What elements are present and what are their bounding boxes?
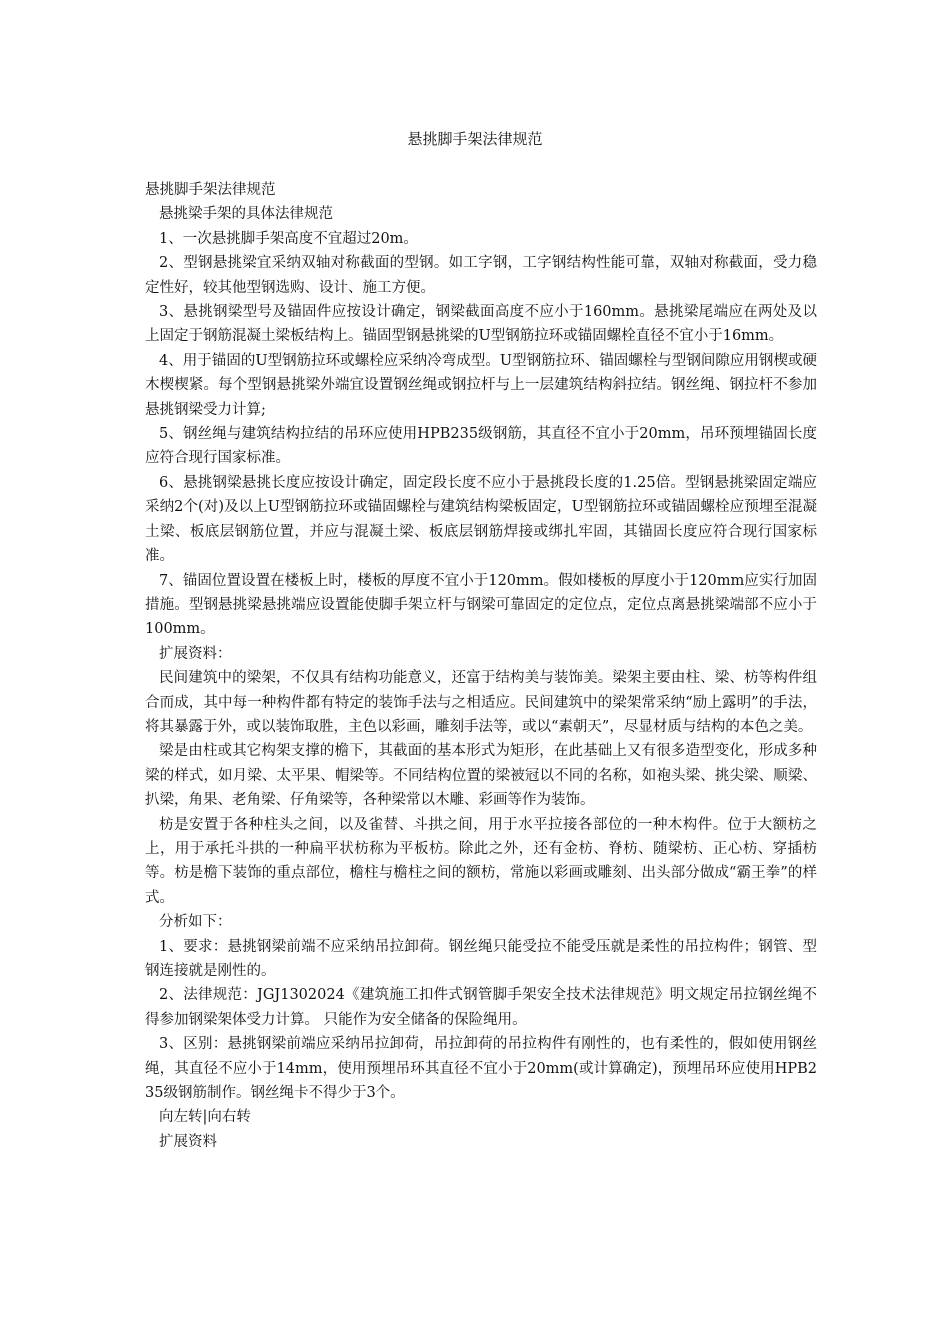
turn-right-link[interactable]: 向右转 xyxy=(207,1109,251,1126)
document-title: 悬挑脚手架法律规范 xyxy=(407,130,543,148)
analysis-paragraph: 1、要求：悬挑钢梁前端不应采纳吊拉卸荷。钢丝绳只能受拉不能受压就是柔性的吊拉构件；钢管、型钢连接就是刚性的。 xyxy=(145,938,817,979)
navigation-links xyxy=(145,1105,817,1129)
rule-paragraph: 4、用于锚固的U型钢筋拉环或螺栓应采纳冷弯成型。U型钢筋拉环、锚固螺栓与型钢间隙应用钢楔或硬木楔楔紧。每个型钢悬挑梁外端宜设置钢丝绳或钢拉杆与上一层建筑结构斜拉结。钢丝绳、钢拉杆不参加悬挑钢梁受力计算; xyxy=(145,352,817,418)
rule-paragraph: 2、型钢悬挑梁宜采纳双轴对称截面的型钢。如工字钢，工字钢结构性能可靠，双轴对称截面，受力稳定性好，较其他型钢选购、设计、施工方便。 xyxy=(145,255,817,296)
extended-paragraph: 民间建筑中的梁架，不仅具有结构功能意义，还富于结构美与装饰美。梁架主要由柱、梁、枋等构件组合而成，其中每一种构件都有特定的装饰手法与之相适应。民间建筑中的梁架常采纳“励上露明”的手法，将其暴露于外，或以装饰取胜，主色以彩画，雕刻手法等，或以“素朝天”，尽显材质与结构的本色之美。 xyxy=(145,670,817,735)
rule-paragraph: 6、悬挑钢梁悬挑长度应按设计确定，固定段长度不应小于悬挑段长度的1.25倍。型钢悬挑梁固定端应采纳2个(对)及以上U型钢筋拉环或锚固螺栓与建筑结构梁板固定，U型钢筋拉环或锚固螺栓应预埋至混凝土梁、板底层钢筋位置，并应与混凝土梁、板底层钢筋焊接或绑扎牢固，其锚固长度应符合现行国家标准。 xyxy=(145,474,817,565)
analysis-label: 分析如下： xyxy=(159,914,232,931)
turn-left-link[interactable]: 向左转 xyxy=(159,1109,203,1126)
footer-label: 扩展资料 xyxy=(159,1133,217,1150)
nav-separator: | xyxy=(202,1109,208,1126)
rule-paragraph: 5、钢丝绳与建筑结构拉结的吊环应使用HPB235级钢筋，其直径不宜小于20mm，吊环预埋锚固长度应符合现行国家标准。 xyxy=(145,426,817,467)
analysis-paragraph: 2、法律规范：JGJ1302024《建筑施工扣件式钢管脚手架安全技术法律规范》明文规定吊拉钢丝绳不得参加钢梁架体受力计算。 只能作为安全储备的保险绳用。 xyxy=(145,987,817,1028)
extended-paragraph: 梁是由柱或其它构架支撑的檐下，其截面的基本形式为矩形，在此基础上又有很多造型变化，形成多种梁的样式，如月梁、太平果、帽梁等。不同结构位置的梁被冠以不同的名称，如袍头梁、挑尖梁、顺梁、扒梁，角果、老角梁、仔角梁等，各种梁常以木雕、彩画等作为装饰。 xyxy=(145,743,817,809)
rule-paragraph: 3、悬挑钢梁型号及锚固件应按设计确定，钢梁截面高度不应小于160mm。悬挑梁尾端应在两处及以上固定于钢筋混凝土梁板结构上。锚固型钢悬挑梁的U型钢筋拉环或锚固螺栓直径不宜小于16mm。 xyxy=(145,304,817,345)
rule-paragraph: 1、一次悬挑脚手架高度不宜超过20m。 xyxy=(159,230,418,247)
document-heading: 悬挑脚手架法律规范 xyxy=(145,182,276,198)
rule-paragraph: 7、锚固位置设置在楼板上时，楼板的厚度不宜小于120mm。假如楼板的厚度小于120mm应实行加固措施。型钢悬挑梁悬挑端应设置能使脚手架立杆与钢梁可靠固定的定位点，定位点离悬挑梁端部不应小于100mm。 xyxy=(145,572,817,638)
extended-paragraph: 枋是安置于各种柱头之间，以及雀替、斗拱之间，用于水平拉接各部位的一种木构件。位于大额枋之上，用于承托斗拱的一种扁平状枋称为平板枋。除此之外，还有金枋、脊枋、随梁枋、正心枋、穿插枋等。枋是檐下装饰的重点部位，檐柱与檐柱之间的额枋，常施以彩画或雕刻、出头部分做成“霸王拳”的样式。 xyxy=(145,816,817,906)
extended-label: 扩展资料： xyxy=(159,645,232,662)
document-subheading: 悬挑梁手架的具体法律规范 xyxy=(159,206,333,223)
analysis-paragraph: 3、区别：悬挑钢梁前端应采纳吊拉卸荷，吊拉卸荷的吊拉构件有刚性的，也有柔性的，假如使用钢丝绳，其直径不应小于14mm，使用预埋吊环其直径不宜小于20mm(或计算确定)，预埋吊环应使用HPB235级钢筋制作。钢丝绳卡不得少于3个。 xyxy=(145,1036,817,1102)
document-body xyxy=(145,178,817,1154)
